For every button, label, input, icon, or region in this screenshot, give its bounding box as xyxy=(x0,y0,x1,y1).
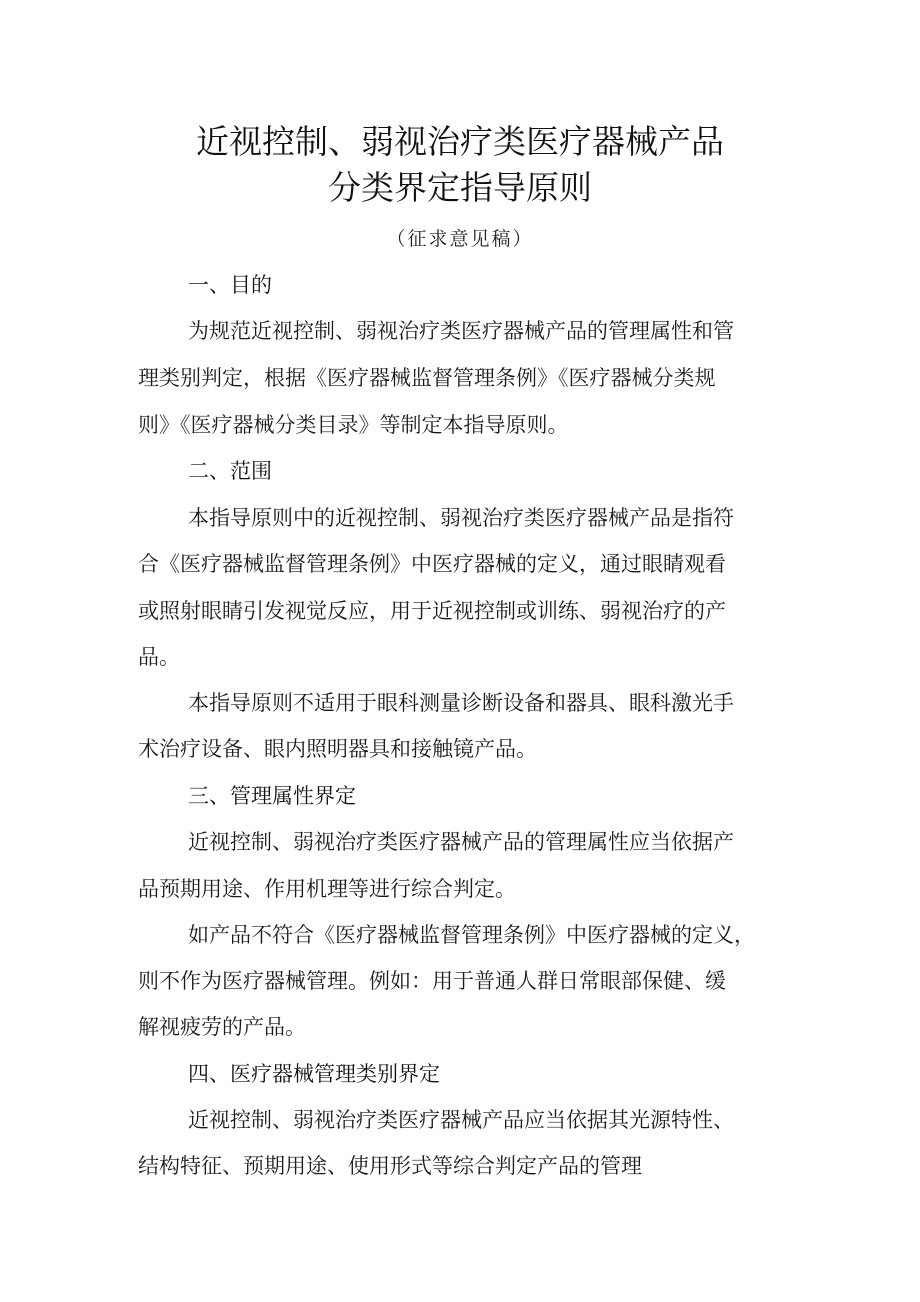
paragraph-line: 为规范近视控制、弱视治疗类医疗器械产品的管理属性和管 xyxy=(188,319,734,343)
section-heading-scope: 二、范围 xyxy=(188,459,272,483)
document-title-line-2: 分类界定指导原则 xyxy=(328,168,592,207)
document-title-line-1: 近视控制、弱视治疗类医疗器械产品 xyxy=(196,122,724,161)
paragraph-line: 术治疗设备、眼内照明器具和接触镜产品。 xyxy=(138,737,537,761)
paragraph-line: 品。 xyxy=(138,645,180,669)
paragraph-line: 如产品不符合《医疗器械监督管理条例》中医疗器械的定义， xyxy=(188,923,755,947)
paragraph-line: 本指导原则中的近视控制、弱视治疗类医疗器械产品是指符 xyxy=(188,506,734,530)
document-subtitle: （征求意见稿） xyxy=(386,228,534,250)
paragraph-line: 近视控制、弱视治疗类医疗器械产品应当依据其光源特性、 xyxy=(188,1108,734,1132)
paragraph-line: 解视疲劳的产品。 xyxy=(138,1015,306,1039)
paragraph-line: 本指导原则不适用于眼科测量诊断设备和器具、眼科激光手 xyxy=(188,691,734,715)
paragraph-line: 则》《医疗器械分类目录》等制定本指导原则。 xyxy=(138,413,569,437)
section-heading-category: 四、医疗器械管理类别界定 xyxy=(188,1062,440,1086)
paragraph-line: 理类别判定，根据《医疗器械监督管理条例》《医疗器械分类规 xyxy=(138,366,716,390)
section-heading-management-attribute: 三、管理属性界定 xyxy=(188,784,356,808)
paragraph-line: 结构特征、预期用途、使用形式等综合判定产品的管理 xyxy=(138,1154,642,1178)
paragraph-line: 近视控制、弱视治疗类医疗器械产品的管理属性应当依据产 xyxy=(188,830,734,854)
paragraph-line: 则不作为医疗器械管理。例如：用于普通人群日常眼部保健、缓 xyxy=(138,969,726,993)
paragraph-line: 品预期用途、作用机理等进行综合判定。 xyxy=(138,877,516,901)
paragraph-line: 或照射眼睛引发视觉反应，用于近视控制或训练、弱视治疗的产 xyxy=(138,599,726,623)
section-heading-purpose: 一、目的 xyxy=(188,273,272,297)
paragraph-line: 合《医疗器械监督管理条例》中医疗器械的定义，通过眼睛观看 xyxy=(138,552,726,576)
